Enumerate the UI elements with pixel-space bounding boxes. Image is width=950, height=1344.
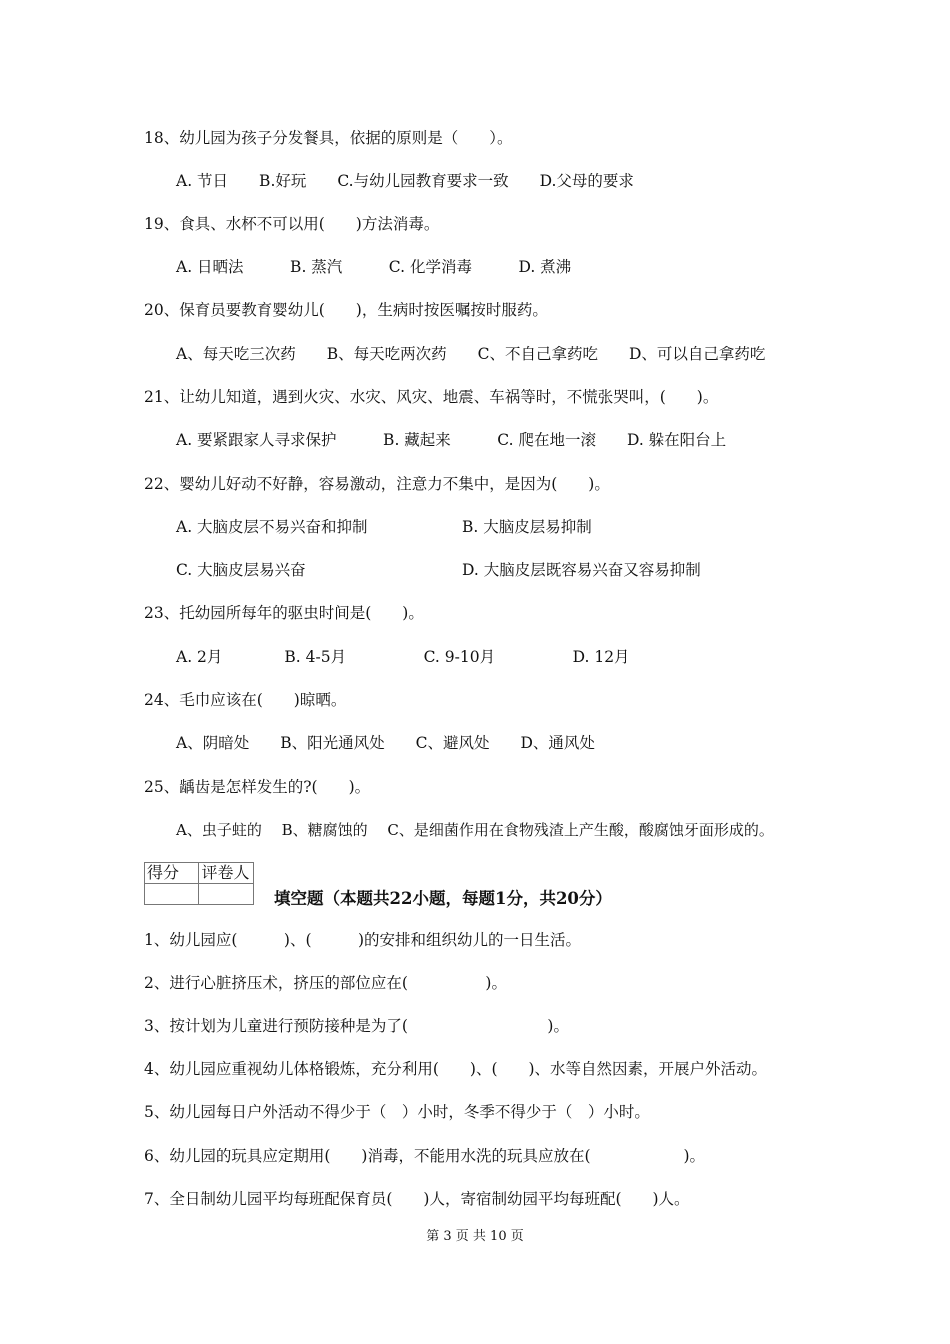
question-21-stem: 21、让幼儿知道，遇到火灾、水灾、风灾、地震、车祸等时，不慌张哭叫，( )。 xyxy=(144,388,719,406)
question-22-option-a: A. 大脑皮层不易兴奋和抑制 xyxy=(176,518,368,536)
grader-label: 评卷人 xyxy=(199,863,254,884)
question-22-option-b: B. 大脑皮层易抑制 xyxy=(462,518,592,536)
question-19-stem: 19、食具、水杯不可以用( )方法消毒。 xyxy=(144,215,440,233)
question-21-options: A. 要紧跟家人寻求保护 B. 藏起来 C. 爬在地一滚 D. 躲在阳台上 xyxy=(176,431,727,449)
question-22-option-c: C. 大脑皮层易兴奋 xyxy=(176,561,306,579)
question-19-options: A. 日晒法 B. 蒸汽 C. 化学消毒 D. 煮沸 xyxy=(176,258,572,276)
fill-in-2: 2、进行心脏挤压术，挤压的部位应在( )。 xyxy=(144,974,507,992)
question-18-stem: 18、幼儿园为孩子分发餐具，依据的原则是（ ）。 xyxy=(144,129,513,147)
question-25-stem: 25、龋齿是怎样发生的?( )。 xyxy=(144,778,371,796)
grader-cell xyxy=(199,884,254,905)
fill-in-4: 4、幼儿园应重视幼儿体格锻炼，充分利用( )、( )、水等自然因素，开展户外活动。 xyxy=(144,1060,768,1078)
score-cell xyxy=(145,884,199,905)
fill-in-7: 7、全日制幼儿园平均每班配保育员( )人，寄宿制幼园平均每班配( )人。 xyxy=(144,1190,690,1208)
section-title: 填空题（本题共22小题，每题1分，共20分） xyxy=(274,889,612,908)
question-20-options: A、每天吃三次药 B、每天吃两次药 C、不自己拿药吃 D、可以自己拿药吃 xyxy=(176,345,766,363)
fill-in-1: 1、幼儿园应( )、( )的安排和组织幼儿的一日生活。 xyxy=(144,931,582,949)
question-25-options: A、虫子蛀的 B、糖腐蚀的 C、是细菌作用在食物残渣上产生酸，酸腐蚀牙面形成的。 xyxy=(176,821,774,839)
question-24-options: A、阴暗处 B、阳光通风处 C、避风处 D、通风处 xyxy=(176,734,595,752)
score-label: 得分 xyxy=(145,863,199,884)
fill-in-5: 5、幼儿园每日户外活动不得少于（ ）小时，冬季不得少于（ ）小时。 xyxy=(144,1103,650,1121)
question-22-stem: 22、婴幼儿好动不好静，容易激动，注意力不集中，是因为( )。 xyxy=(144,475,610,493)
fill-in-6: 6、幼儿园的玩具应定期用( )消毒，不能用水洗的玩具应放在( )。 xyxy=(144,1147,706,1165)
question-20-stem: 20、保育员要教育婴幼儿( )，生病时按医嘱按时服药。 xyxy=(144,301,548,319)
question-23-options: A. 2月 B. 4-5月 C. 9-10月 D. 12月 xyxy=(176,648,630,666)
page-footer: 第 3 页 共 10 页 xyxy=(426,1229,524,1244)
question-22-option-d: D. 大脑皮层既容易兴奋又容易抑制 xyxy=(462,561,701,579)
question-23-stem: 23、托幼园所每年的驱虫时间是( )。 xyxy=(144,604,424,622)
fill-in-3: 3、按计划为儿童进行预防接种是为了( )。 xyxy=(144,1017,569,1035)
question-18-options: A. 节日 B.好玩 C.与幼儿园教育要求一致 D.父母的要求 xyxy=(176,172,634,190)
question-24-stem: 24、毛巾应该在( )晾晒。 xyxy=(144,691,347,709)
score-table xyxy=(144,862,254,905)
